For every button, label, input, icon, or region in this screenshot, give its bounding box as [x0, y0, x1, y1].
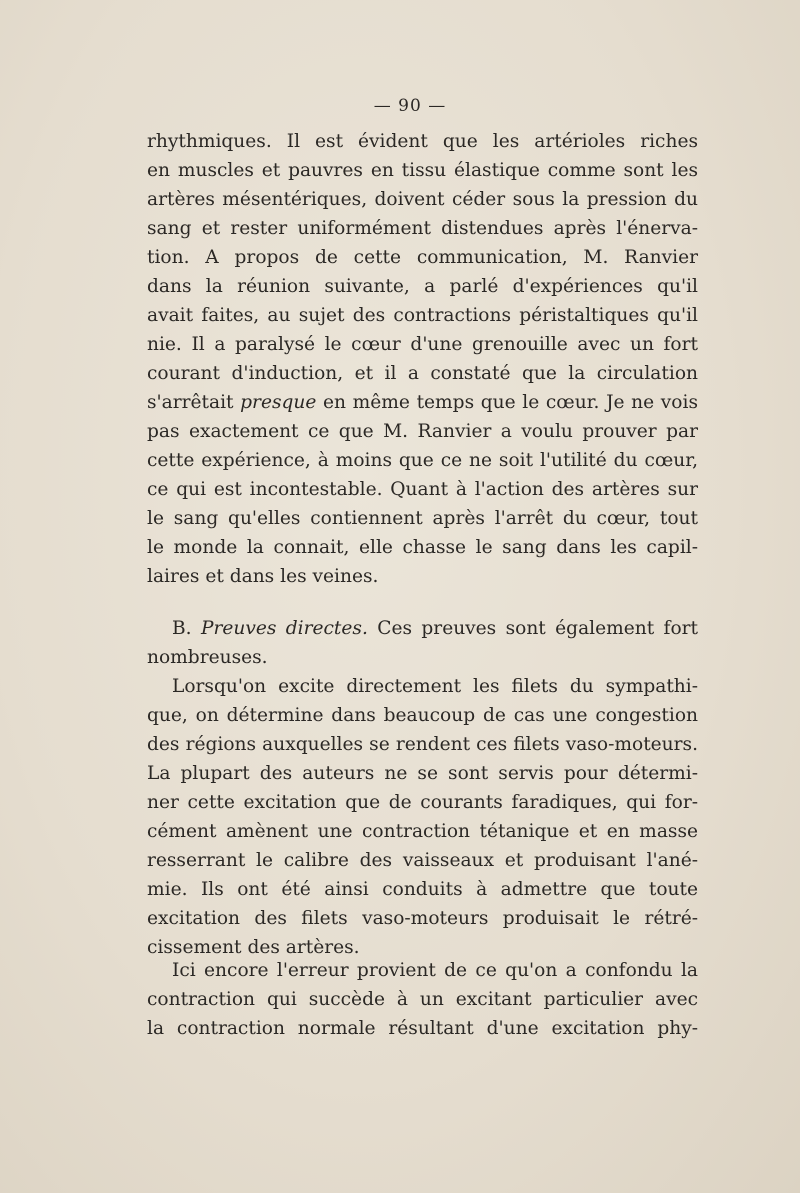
text-line: pas exactement ce que M. Ranvier a voulu prouver par	[147, 421, 698, 442]
text-line: Lorsqu'on excite directement les filets du sympathi-	[172, 676, 698, 697]
text-line: artères mésentériques, doivent céder sous la pression du	[147, 189, 698, 210]
paragraph-ici-encore	[147, 956, 698, 1043]
section-heading-line	[147, 614, 698, 643]
text-line: la contraction normale résultant d'une excitation phy-	[147, 1018, 698, 1039]
page-number: — 90 —	[373, 96, 447, 116]
text-line: avait faites, au sujet des contractions péristaltiques qu'il	[147, 305, 698, 326]
text-line: rhythmiques. Il est évident que les artérioles riches	[147, 131, 698, 152]
text-line: laires et dans les veines.	[147, 566, 379, 587]
text-fragment: en même temps que le cœur. Je ne vois	[323, 392, 698, 413]
text-line: excitation des filets vaso-moteurs produisait le rétré-	[147, 908, 698, 929]
text-line: courant d'induction, et il a constaté que la circulation	[147, 363, 698, 384]
text-line: cissement des artères.	[147, 937, 360, 958]
text-line: contraction qui succède à un excitant particulier avec	[147, 989, 698, 1010]
section-title: Preuves directes.	[200, 618, 368, 639]
text-line: tion. A propos de cette communication, M. Ranvier	[147, 247, 698, 268]
text-line: La plupart des auteurs ne se sont servis pour détermi-	[147, 763, 698, 784]
text-line-with-italic	[147, 388, 698, 417]
text-line: cément amènent une contraction tétanique et en masse	[147, 821, 698, 842]
text-line: des régions auxquelles se rendent ces filets vaso-moteurs.	[147, 734, 698, 755]
text-line: que, on détermine dans beaucoup de cas une congestion	[147, 705, 698, 726]
text-line: ner cette excitation que de courants faradiques, qui for-	[147, 792, 698, 813]
text-line: ce qui est incontestable. Quant à l'action des artères sur	[147, 479, 698, 500]
text-line: Ici encore l'erreur provient de ce qu'on a confondu la	[172, 960, 698, 981]
text-line: sang et rester uniformément distendues après l'énerva-	[147, 218, 698, 239]
text-fragment: Ces preuves sont également fort	[377, 618, 698, 639]
text-line: le monde la connait, elle chasse le sang dans les capil-	[147, 537, 698, 558]
text-line: cette expérience, à moins que ce ne soit l'utilité du cœur,	[147, 450, 698, 471]
text-fragment: s'arrêtait	[147, 392, 234, 413]
paragraph-rhythmiques	[147, 127, 698, 591]
paragraph-preuves-directes	[147, 614, 698, 672]
text-line: en muscles et pauvres en tissu élastique comme sont les	[147, 160, 698, 181]
text-line: nombreuses.	[147, 647, 268, 668]
text-line: le sang qu'elles contiennent après l'arrêt du cœur, tout	[147, 508, 698, 529]
italic-word: presque	[240, 392, 317, 413]
text-line: nie. Il a paralysé le cœur d'une grenouille avec un fort	[147, 334, 698, 355]
text-line: dans la réunion suivante, a parlé d'expériences qu'il	[147, 276, 698, 297]
paragraph-lorsquon	[147, 672, 698, 962]
text-line: mie. Ils ont été ainsi conduits à admettre que toute	[147, 879, 698, 900]
section-label: B.	[172, 618, 192, 639]
text-line: resserrant le calibre des vaisseaux et produisant l'ané-	[147, 850, 698, 871]
